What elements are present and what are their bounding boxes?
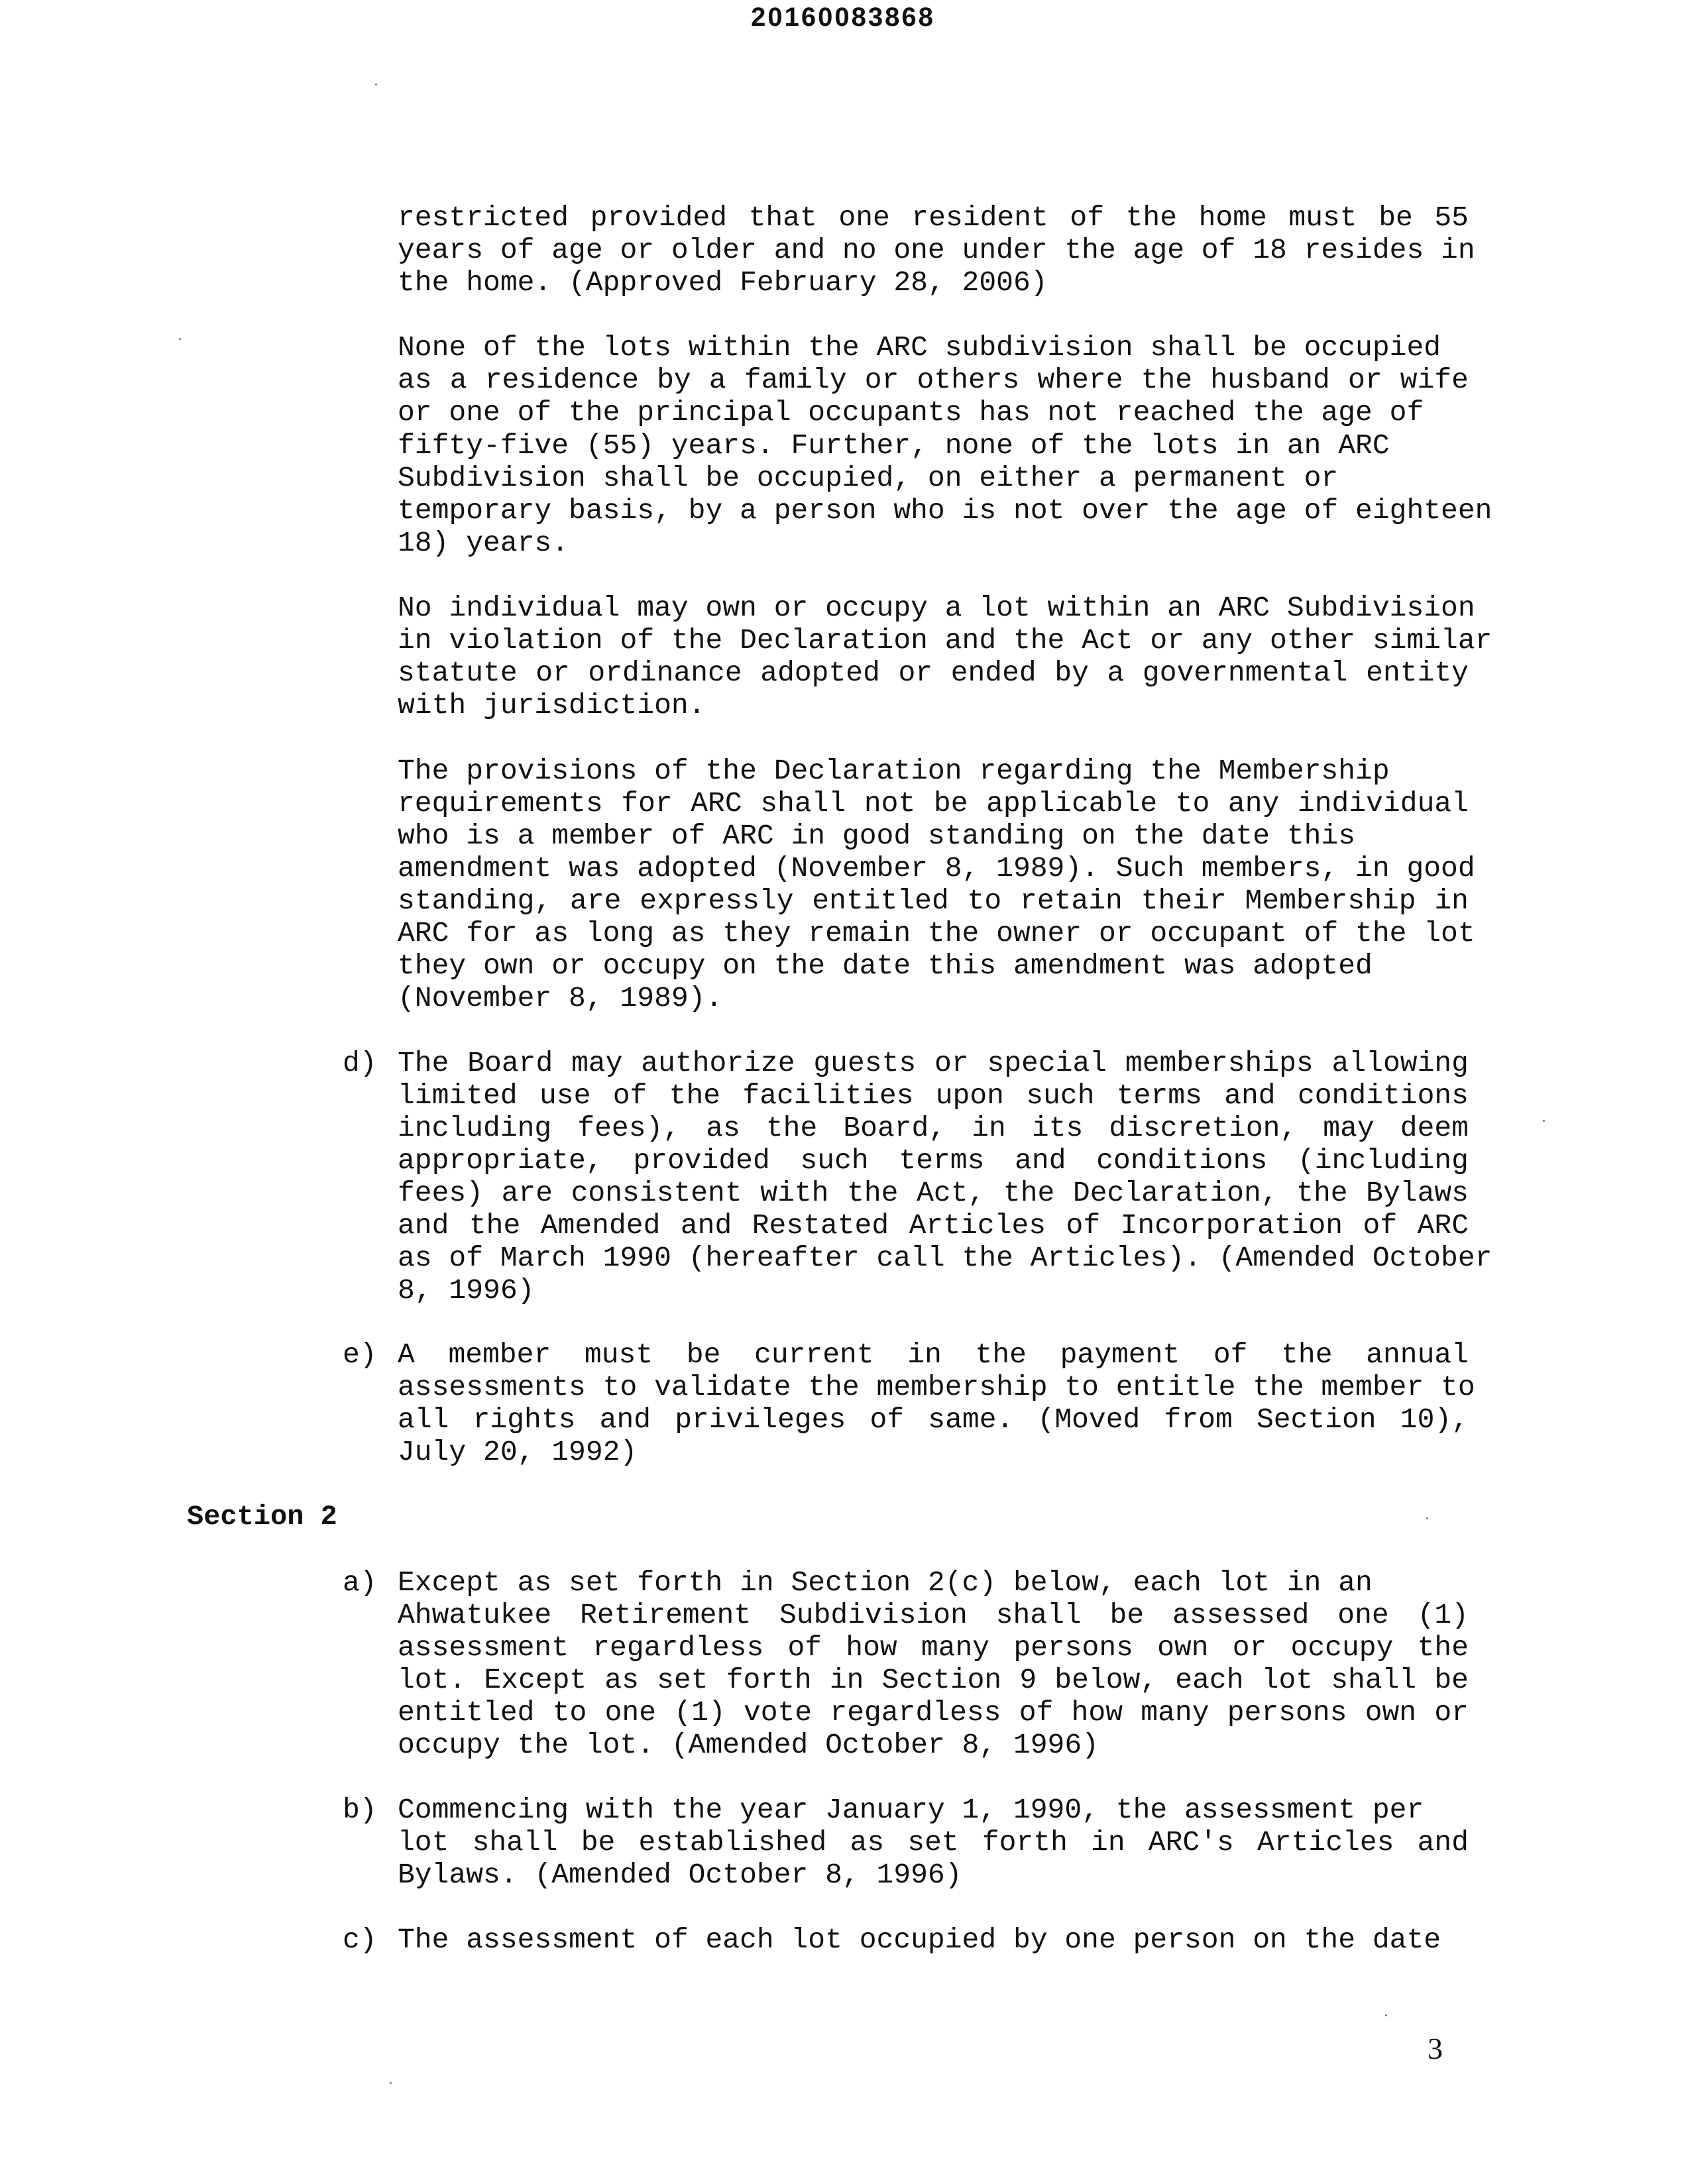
text-line: they own or occupy on the date this amendment was adopted: [398, 950, 1373, 982]
document-number: 20160083868: [751, 3, 935, 32]
text-line: restricted provided that one resident of the home must be 55: [398, 201, 1469, 234]
text-line: as of March 1990 (hereafter call the Articles). (Amended October: [398, 1242, 1492, 1274]
scan-speck: [375, 83, 377, 85]
list-marker: e): [343, 1338, 377, 1371]
text-line: fifty-five (55) years. Further, none of the lots in an ARC: [398, 429, 1390, 462]
list-marker: d): [343, 1047, 377, 1079]
text-line: lot shall be established as set forth in ARC's Articles and: [398, 1826, 1469, 1859]
text-line: A member must be current in the payment of the annual: [398, 1338, 1469, 1371]
text-line: 8, 1996): [398, 1274, 535, 1307]
list-marker: c): [343, 1924, 377, 1956]
text-line: Except as set forth in Section 2(c) below, each lot in an: [398, 1566, 1373, 1599]
text-line: requirements for ARC shall not be applicable to any individual: [398, 787, 1469, 820]
text-line: in violation of the Declaration and the Act or any other similar: [398, 624, 1492, 657]
text-line: who is a member of ARC in good standing on the date this: [398, 820, 1356, 852]
scan-speck: [390, 2082, 392, 2084]
text-line: July 20, 1992): [398, 1436, 638, 1468]
text-line: (November 8, 1989).: [398, 982, 723, 1014]
text-line: entitled to one (1) vote regardless of how many persons own or: [398, 1696, 1469, 1729]
scan-speck: [1385, 2014, 1387, 2016]
text-line: with jurisdiction.: [398, 689, 706, 722]
text-line: assessment regardless of how many persons own or occupy the: [398, 1631, 1469, 1664]
text-line: Commencing with the year January 1, 1990, the assessment per: [398, 1794, 1424, 1826]
text-line: lot. Except as set forth in Section 9 below, each lot shall be: [398, 1664, 1469, 1696]
text-line: including fees), as the Board, in its discretion, may deem: [398, 1112, 1469, 1144]
text-line: fees) are consistent with the Act, the Declaration, the Bylaws: [398, 1177, 1469, 1209]
text-line: the home. (Approved February 28, 2006): [398, 266, 1048, 299]
text-line: all rights and privileges of same. (Moved from Section 10),: [398, 1403, 1469, 1436]
section-heading: Section 2: [187, 1501, 337, 1533]
text-line: statute or ordinance adopted or ended by a governmental entity: [398, 657, 1469, 689]
text-line: amendment was adopted (November 8, 1989). Such members, in good: [398, 852, 1475, 885]
text-line: Ahwatukee Retirement Subdivision shall be assessed one (1): [398, 1599, 1469, 1631]
text-line: or one of the principal occupants has not reached the age of: [398, 396, 1424, 429]
text-line: The provisions of the Declaration regarding the Membership: [398, 755, 1390, 787]
text-line: occupy the lot. (Amended October 8, 1996): [398, 1729, 1099, 1761]
text-line: standing, are expressly entitled to retain their Membership in: [398, 885, 1469, 917]
text-line: years of age or older and no one under the age of 18 resides in: [398, 234, 1475, 266]
text-line: and the Amended and Restated Articles of Incorporation of ARC: [398, 1209, 1469, 1242]
text-line: as a residence by a family or others where the husband or wife: [398, 364, 1469, 396]
scan-speck: [1543, 1120, 1545, 1122]
text-line: None of the lots within the ARC subdivision shall be occupied: [398, 331, 1441, 364]
list-marker: a): [343, 1566, 377, 1599]
text-line: ARC for as long as they remain the owner or occupant of the lot: [398, 917, 1475, 950]
list-marker: b): [343, 1794, 377, 1826]
text-line: limited use of the facilities upon such terms and conditions: [398, 1079, 1469, 1112]
text-line: Subdivision shall be occupied, on either a permanent or: [398, 462, 1339, 494]
text-line: No individual may own or occupy a lot within an ARC Subdivision: [398, 592, 1475, 624]
text-line: 18) years.: [398, 527, 569, 559]
text-line: assessments to validate the membership to entitle the member to: [398, 1371, 1475, 1403]
scan-speck: [179, 338, 181, 340]
text-line: The Board may authorize guests or special memberships allowing: [398, 1047, 1469, 1079]
text-line: Bylaws. (Amended October 8, 1996): [398, 1859, 962, 1891]
text-line: appropriate, provided such terms and conditions (including: [398, 1144, 1469, 1177]
text-line: temporary basis, by a person who is not over the age of eighteen: [398, 494, 1492, 527]
text-line: The assessment of each lot occupied by one person on the date: [398, 1924, 1441, 1956]
scan-speck: [1426, 1517, 1428, 1519]
page-number: 3: [1428, 2032, 1443, 2065]
